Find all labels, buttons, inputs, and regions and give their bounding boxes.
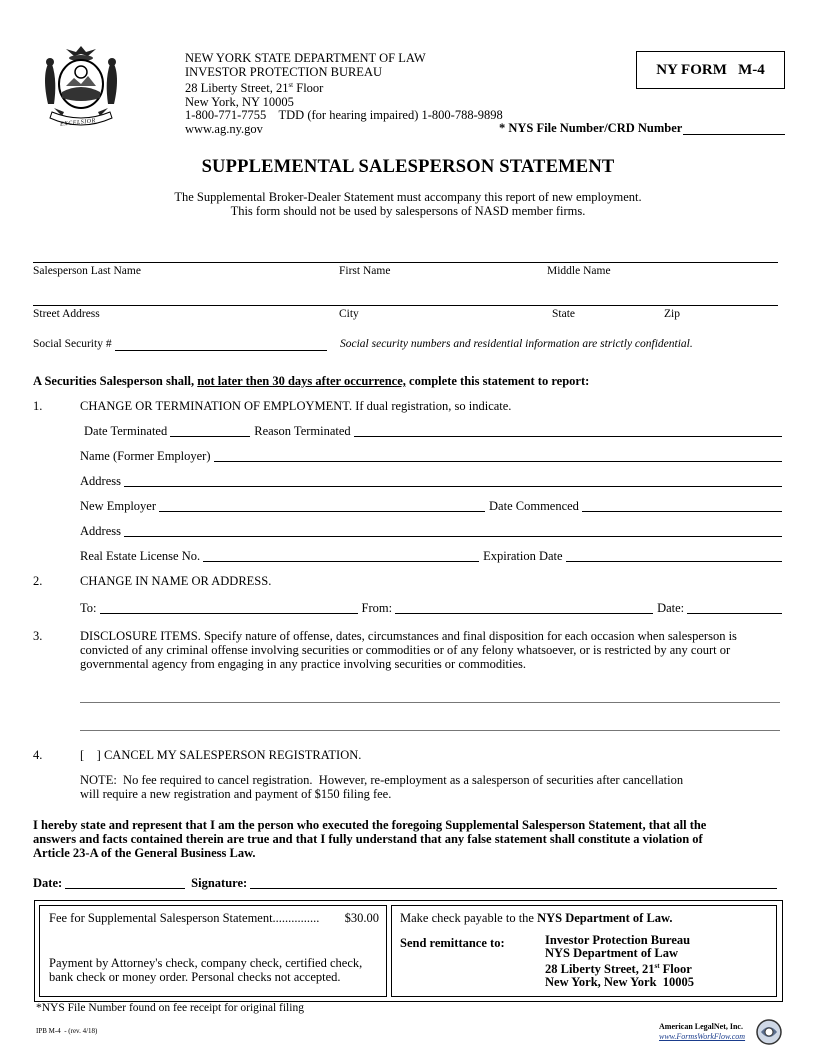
signature-label: Signature: bbox=[191, 876, 248, 890]
cancel-note: NOTE: No fee required to cancel registration. However, re-employment as a salesperson of securities after cancellation will require a new registration and payment of $150 filing fee. bbox=[80, 773, 684, 801]
name-address-change-row bbox=[80, 601, 782, 615]
fee-amount: $30.00 bbox=[344, 911, 379, 925]
former-employer-row bbox=[80, 449, 782, 463]
revision-label: IPB M-4 - (rev. 4/18) bbox=[36, 1027, 98, 1035]
dept-name: NEW YORK STATE DEPARTMENT OF LAW bbox=[185, 51, 426, 65]
former-address-label: Address bbox=[80, 474, 121, 488]
date-input[interactable] bbox=[65, 877, 185, 889]
date-terminated-input[interactable] bbox=[170, 425, 250, 437]
ssn-label: Social Security # bbox=[33, 338, 112, 350]
section2-heading: CHANGE IN NAME OR ADDRESS. bbox=[80, 574, 272, 588]
date-label: Date: bbox=[33, 876, 63, 890]
section1-number: 1. bbox=[33, 399, 43, 413]
instruction: A Securities Salesperson shall, not later then 30 days after occurrence, complete this statement to report: bbox=[33, 374, 590, 388]
zip-label: Zip bbox=[664, 308, 680, 320]
state-seal bbox=[36, 42, 126, 134]
reason-terminated-input[interactable] bbox=[354, 425, 782, 437]
change-date-label: Date: bbox=[657, 601, 685, 615]
disclosure-line-1[interactable] bbox=[80, 702, 780, 703]
seal-motto: EXCELSIOR bbox=[59, 118, 97, 128]
section3-number: 3. bbox=[33, 629, 43, 643]
new-address-input[interactable] bbox=[124, 525, 782, 537]
intro-text: The Supplemental Broker-Dealer Statement must accompany this report of new employment. This form should not be used by salespersons of NASD member firms. bbox=[174, 190, 642, 218]
street-address: 28 Liberty Street, 21st Floor bbox=[185, 81, 324, 96]
brand-globe-icon bbox=[755, 1018, 783, 1046]
signature-input[interactable] bbox=[250, 877, 777, 889]
page-title: SUPPLEMENTAL SALESPERSON STATEMENT bbox=[201, 157, 615, 177]
remittance-panel bbox=[391, 905, 777, 997]
form-id: NY FORM M-4 bbox=[656, 61, 765, 78]
license-input[interactable] bbox=[203, 550, 479, 562]
first-name-label: First Name bbox=[339, 265, 391, 277]
expiration-label: Expiration Date bbox=[483, 549, 563, 563]
change-date-input[interactable] bbox=[687, 602, 782, 614]
to-label: To: bbox=[80, 601, 97, 615]
state-label: State bbox=[552, 308, 575, 320]
new-address-row bbox=[80, 524, 782, 538]
ssn-note: Social security numbers and residential information are strictly confidential. bbox=[340, 338, 693, 350]
section3-text: DISCLOSURE ITEMS. Specify nature of offense, dates, circumstances and final disposition for each occasion when salesperson is convicted of any criminal offense involving securities or commodities or of any felony whatsoever, or is restricted by any court or governmental agency from engaging in any practice involving securities or commodities. bbox=[80, 629, 737, 671]
fee-label: Fee for Supplemental Salesperson Statement............... bbox=[49, 911, 320, 925]
section4-number: 4. bbox=[33, 748, 43, 762]
payment-methods: Payment by Attorney's check, company check, certified check, bank check or money order. Personal checks not accepted. bbox=[49, 956, 363, 984]
last-name-label: Salesperson Last Name bbox=[33, 265, 141, 277]
phone-line: 1-800-771-7755 TDD (for hearing impaired) 1-800-788-9898 bbox=[185, 108, 503, 123]
from-label: From: bbox=[361, 601, 393, 615]
expiration-input[interactable] bbox=[566, 550, 782, 562]
date-terminated-label: Date Terminated bbox=[84, 424, 168, 438]
former-employer-label: Name (Former Employer) bbox=[80, 449, 211, 463]
disclosure-line-2[interactable] bbox=[80, 730, 780, 731]
fee-panel bbox=[39, 905, 387, 997]
street-address-label: Street Address bbox=[33, 308, 100, 320]
fee-box bbox=[34, 900, 783, 1002]
file-number-label: * NYS File Number/CRD Number bbox=[499, 121, 683, 135]
form-id-box bbox=[636, 51, 785, 89]
from-input[interactable] bbox=[395, 602, 653, 614]
section1-heading: CHANGE OR TERMINATION OF EMPLOYMENT. If dual registration, so indicate. bbox=[80, 399, 512, 413]
bureau-name: INVESTOR PROTECTION BUREAU bbox=[185, 64, 382, 79]
city-label: City bbox=[339, 308, 359, 320]
date-commenced-input[interactable] bbox=[582, 500, 782, 512]
website[interactable]: www.ag.ny.gov bbox=[185, 121, 263, 136]
name-line[interactable] bbox=[33, 262, 778, 263]
address-line[interactable] bbox=[33, 305, 778, 306]
middle-name-label: Middle Name bbox=[547, 265, 611, 277]
signature-row bbox=[33, 876, 777, 890]
payable-to: Make check payable to the NYS Department of Law. bbox=[400, 911, 673, 925]
attestation: I hereby state and represent that I am the person who executed the foregoing Supplemental Salesperson Statement, that all the answers and facts contained therein are true and that I fully understand that any false statement shall constitute a violation of Article 23-A of the General Business Law. bbox=[33, 818, 707, 860]
remit-address: Investor Protection Bureau NYS Department of Law 28 Liberty Street, 21st Floor New York, New York 10005 bbox=[545, 933, 695, 990]
brand-logo bbox=[655, 1018, 783, 1046]
termination-row bbox=[84, 424, 782, 438]
file-number-note: *NYS File Number found on fee receipt for original filing bbox=[36, 1002, 304, 1014]
former-employer-input[interactable] bbox=[214, 450, 782, 462]
agency-address-block bbox=[185, 52, 503, 136]
section2-number: 2. bbox=[33, 574, 43, 588]
date-commenced-label: Date Commenced bbox=[489, 499, 579, 513]
to-input[interactable] bbox=[100, 602, 358, 614]
remit-label: Send remittance to: bbox=[400, 936, 505, 950]
license-row bbox=[80, 549, 782, 563]
new-address-label: Address bbox=[80, 524, 121, 538]
license-label: Real Estate License No. bbox=[80, 549, 201, 563]
city-line: New York, NY 10005 bbox=[185, 94, 294, 109]
new-employer-input[interactable] bbox=[159, 500, 485, 512]
brand-name: American LegalNet, Inc. bbox=[659, 1022, 743, 1031]
ssn-field[interactable] bbox=[33, 338, 327, 351]
file-number-field[interactable] bbox=[499, 121, 785, 135]
former-address-row bbox=[80, 474, 782, 488]
reason-terminated-label: Reason Terminated bbox=[254, 424, 351, 438]
new-employer-label: New Employer bbox=[80, 499, 157, 513]
brand-url[interactable]: www.FormsWorkFlow.com bbox=[659, 1032, 746, 1041]
former-address-input[interactable] bbox=[124, 475, 782, 487]
new-employer-row bbox=[80, 499, 782, 513]
cancel-registration-checkbox[interactable]: [ ] CANCEL MY SALESPERSON REGISTRATION. bbox=[80, 748, 362, 762]
